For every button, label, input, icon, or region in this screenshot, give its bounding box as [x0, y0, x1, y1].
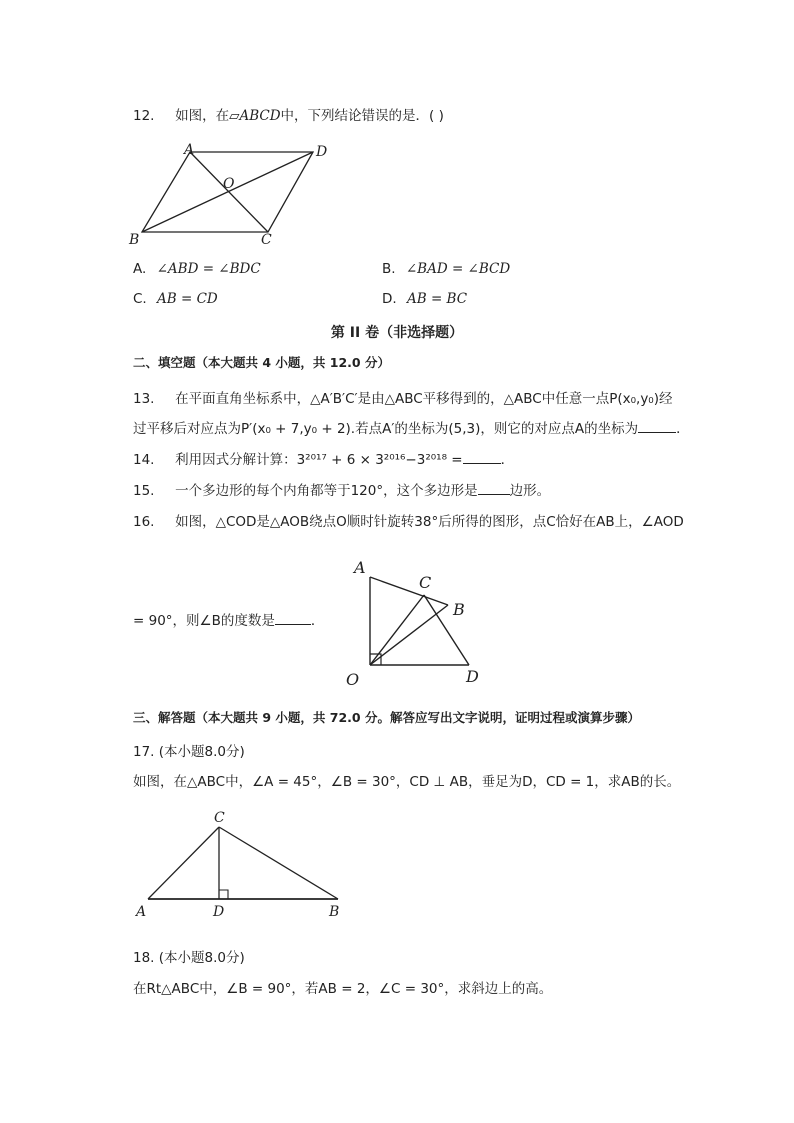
- question-text: 如图，在: [175, 108, 230, 124]
- parallelogram-figure: [125, 138, 345, 250]
- question-text: = 90°，则∠B的度数是: [133, 613, 275, 629]
- segment-cb: [219, 827, 338, 899]
- section-3-heading: 三、解答题（本大题共 9 小题，共 72.0 分。解答应写出文字说明，证明过程或演算步骤）: [133, 710, 640, 725]
- rotation-figure: [340, 555, 500, 690]
- question-number: 12.: [133, 108, 155, 124]
- vertex-label-d: D: [316, 144, 328, 160]
- question-number: 15.: [133, 483, 155, 499]
- center-label-o: O: [223, 176, 235, 192]
- option-expr: ∠BAD = ∠BCD: [405, 261, 511, 277]
- option-expr: ∠ABD = ∠BDC: [156, 261, 261, 277]
- question-18-header: 18. (本小题8.0分): [133, 950, 245, 966]
- vertex-label-a: A: [354, 558, 366, 577]
- question-13-line-2: [133, 417, 690, 437]
- vertex-label-d: D: [466, 667, 479, 686]
- right-angle-mark: [219, 890, 228, 899]
- option-b: [382, 261, 510, 277]
- vertex-label-b: B: [329, 904, 340, 920]
- question-12-stem: [133, 104, 444, 124]
- option-d: [382, 291, 467, 307]
- option-expr: AB = CD: [157, 291, 218, 307]
- part-2-title: 第 II 卷（非选择题）: [330, 325, 464, 341]
- question-13-line-1: [133, 387, 672, 407]
- question-number: 16.: [133, 514, 155, 530]
- question-17-text: 如图，在△ABC中，∠A = 45°，∠B = 30°，CD ⊥ AB，垂足为D，CD = 1，求AB的长。: [133, 774, 681, 790]
- question-text: 过平移后对应点为P′(x₀ + 7,y₀ + 2).若点A′的坐标为(5,3)，则它的对应点A的坐标为: [133, 421, 639, 437]
- diagonal-bd: [142, 152, 313, 232]
- punctuation: ．: [676, 421, 690, 437]
- vertex-label-b: B: [453, 600, 465, 619]
- question-text: 在平面直角坐标系中，△A′B′C′是由△ABC平移得到的，△ABC中任意一点P(x₀,y₀)经: [175, 391, 673, 407]
- question-14: [133, 448, 514, 468]
- punctuation: ．: [310, 613, 325, 629]
- triangle-figure: [130, 805, 350, 920]
- segment-ac: [148, 827, 219, 899]
- question-number: 13.: [133, 391, 155, 407]
- vertex-label-a: A: [184, 142, 195, 158]
- question-15: [133, 479, 550, 499]
- segment-ab: [370, 577, 448, 605]
- answer-blank[interactable]: [638, 421, 676, 433]
- section-2-heading: 二、填空题（本大题共 4 小题，共 12.0 分）: [133, 355, 390, 370]
- option-label: A.: [133, 261, 147, 277]
- vertex-label-c: C: [261, 232, 272, 248]
- question-number: 14.: [133, 452, 155, 468]
- vertex-label-a: A: [136, 904, 147, 920]
- question-text: 边形。: [509, 483, 551, 499]
- vertex-label-o: O: [346, 670, 360, 689]
- question-16-line-1: [133, 510, 684, 530]
- option-label: C.: [133, 291, 147, 307]
- question-text: 一个多边形的每个内角都等于120°，这个多边形是: [175, 483, 478, 499]
- vertex-label-b: B: [129, 232, 140, 248]
- answer-blank[interactable]: [275, 613, 311, 625]
- answer-blank[interactable]: [478, 483, 510, 495]
- question-text: 利用因式分解计算：3²⁰¹⁷ + 6 × 3²⁰¹⁶−3²⁰¹⁸ =: [175, 452, 463, 468]
- punctuation: ．: [500, 452, 515, 468]
- vertex-label-c: C: [419, 573, 432, 592]
- vertex-label-c: C: [214, 810, 225, 826]
- answer-blank[interactable]: [463, 452, 501, 464]
- question-17-header: 17. (本小题8.0分): [133, 744, 245, 760]
- question-16-line-2: [133, 609, 324, 629]
- question-text: 中，下列结论错误的是．( ): [280, 108, 444, 124]
- option-c: [133, 291, 218, 307]
- option-expr: AB = BC: [406, 291, 468, 307]
- option-label: D.: [382, 291, 397, 307]
- option-label: B.: [382, 261, 396, 277]
- question-text: 如图，△COD是△AOB绕点O顺时针旋转38°后所得的图形，点C恰好在AB上，∠AOD: [175, 514, 684, 530]
- parallelogram-name: ▱ABCD: [229, 108, 281, 124]
- question-18-text: 在Rt△ABC中，∠B = 90°，若AB = 2，∠C = 30°，求斜边上的高。: [133, 981, 553, 997]
- vertex-label-d: D: [213, 904, 225, 920]
- option-a: [133, 261, 261, 277]
